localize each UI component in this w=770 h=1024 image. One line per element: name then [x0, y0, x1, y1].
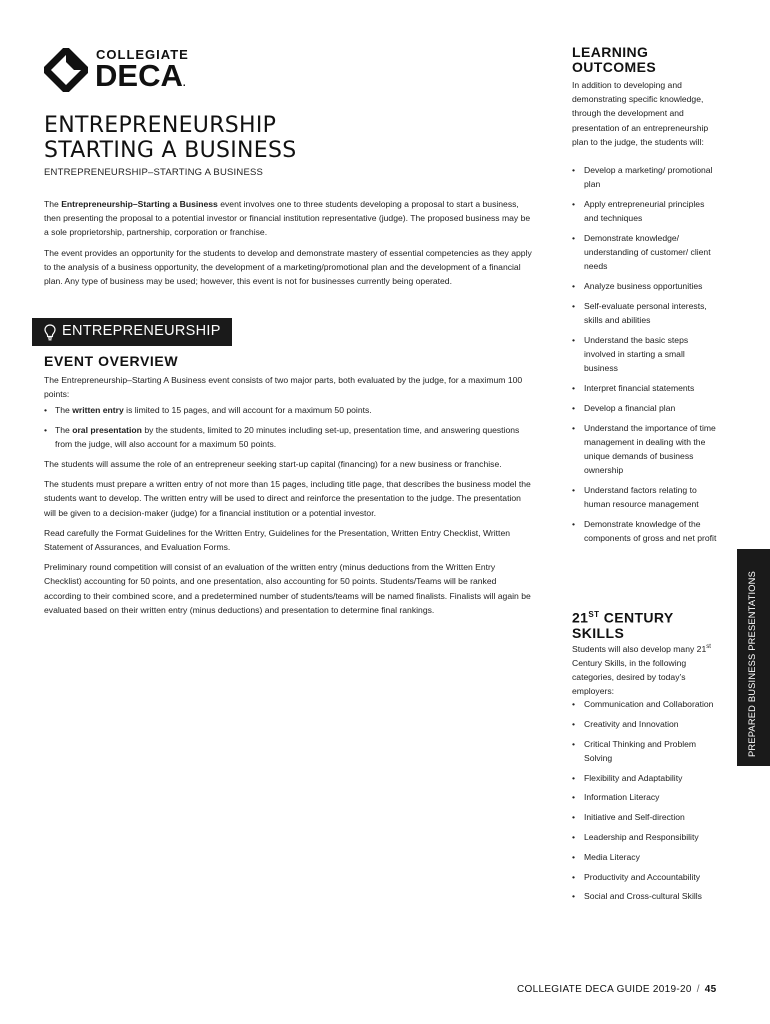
intro-paragraph-1: The Entrepreneurship–Starting a Business event involves one to three students developing a proposal to start a business, then presenting the proposal to a potential investor or financial institution representative (judge). The proposed business may be a sole proprietorship, partnership, corporation or franchise. — [44, 199, 531, 238]
list-item: • Develop a financial plan — [572, 401, 717, 415]
deca-diamond-icon — [44, 48, 88, 92]
title-line-1: ENTREPRENEURSHIP — [44, 113, 277, 138]
list-item: • Critical Thinking and Problem Solving — [572, 737, 717, 765]
century-skills-heading: 21ST CENTURY SKILLS — [572, 609, 674, 641]
overview-bullet-written: • The written entry is limited to 15 pages, and will account for a maximum 50 points. — [44, 403, 532, 417]
footer-guide-title: COLLEGIATE DECA GUIDE 2019-20 — [517, 984, 692, 995]
collegiate-deca-logo — [44, 44, 224, 94]
overview-bullets — [44, 403, 532, 451]
event-overview-section — [44, 373, 532, 623]
page-number: 45 — [704, 984, 717, 995]
intro-section — [44, 197, 532, 294]
page-title — [44, 113, 297, 163]
century-skills-list — [572, 697, 717, 909]
learning-outcomes-list — [572, 163, 717, 551]
list-item: • Initiative and Self-direction — [572, 810, 717, 824]
overview-paragraph-2: The students will assume the role of an entrepreneur seeking start-up capital (financing) for a new business or franchise. — [44, 459, 502, 470]
logo-collegiate-text: COLLEGIATE — [96, 47, 189, 62]
section-side-tab — [737, 549, 770, 766]
event-overview-heading: EVENT OVERVIEW — [44, 353, 179, 369]
list-item: • Understand factors relating to human resource management — [572, 483, 717, 511]
list-item: • Apply entrepreneurial principles and techniques — [572, 197, 717, 225]
category-band — [32, 318, 232, 346]
list-item: • Interpret financial statements — [572, 381, 717, 395]
side-tab-label: PREPARED BUSINESS PRESENTATIONS — [747, 571, 757, 757]
list-item: • Understand the importance of time management in dealing with the unique demands of business ownership — [572, 421, 717, 478]
list-item: • Understand the basic steps involved in starting a small business — [572, 333, 717, 376]
overview-paragraph-5: Preliminary round competition will consist of an evaluation of the written entry (minus deductions from the Written Entry Checklist) accounting for 50 points, and one presentation, also accounting for 50 points. Students/Teams will be ranked according to their combined score, and a predetermined number of students/teams will be named finalists. Finalists will again be evaluated based on their written entry (minus deductions) and presentation to determine final rankings. — [44, 562, 531, 615]
list-item: • Analyze business opportunities — [572, 279, 717, 293]
logo-deca-text: DECA. — [95, 58, 186, 93]
title-line-2: STARTING A BUSINESS — [44, 138, 297, 163]
footer-separator: / — [696, 984, 700, 995]
century-skills-intro: Students will also develop many 21st Century Skills, in the following categories, desired by today’s employers: — [572, 643, 711, 697]
list-item: • Media Literacy — [572, 850, 717, 864]
learning-outcomes-heading: LEARNING OUTCOMES — [572, 44, 657, 75]
list-item: • Creativity and Innovation — [572, 717, 717, 731]
overview-paragraph-4: Read carefully the Format Guidelines for the Written Entry, Guidelines for the Presentation, Written Entry Checklist, Written Statement of Assurances, and Evaluation Forms. — [44, 527, 511, 553]
intro-paragraph-2: The event provides an opportunity for the students to develop and demonstrate mastery of essential competencies as they apply to the analysis of a business opportunity, the development of a marketing/promotional plan and the development of a financial plan. Any type of business may be used; however, this event is not for businesses currently being operated. — [44, 247, 532, 287]
overview-paragraph-3: The students must prepare a written entry of not more than 15 pages, including title page, that describes the business model the students want to develop. The written entry will be used to direct and reinforce the presentation to the judge. The presentation will be given to a decision-maker (judge) for a financial institution or a potential investor. — [44, 479, 531, 518]
list-item: • Communication and Collaboration — [572, 697, 717, 711]
list-item: • Leadership and Responsibility — [572, 830, 717, 844]
list-item: • Develop a marketing/ promotional plan — [572, 163, 717, 191]
list-item: • Demonstrate knowledge/ understanding of customer/ client needs — [572, 231, 717, 274]
page-footer — [517, 984, 717, 995]
learning-outcomes-intro: In addition to developing and demonstrating specific knowledge, through the development and presentation of an entrepreneurship plan to the judge, the students will: — [572, 80, 709, 147]
list-item: • Productivity and Accountability — [572, 870, 717, 884]
list-item: • Flexibility and Adaptability — [572, 771, 717, 785]
list-item: • Demonstrate knowledge of the components of gross and net profit — [572, 517, 717, 545]
overview-bullet-oral: • The oral presentation by the students, limited to 20 minutes including set-up, presentation time, and answering questions from the judge, will also account for a maximum 50 points. — [44, 423, 532, 451]
page-subtitle: ENTREPRENEURSHIP–STARTING A BUSINESS — [44, 167, 264, 178]
list-item: • Self-evaluate personal interests, skills and abilities — [572, 299, 717, 327]
band-label: ENTREPRENEURSHIP — [62, 323, 221, 339]
list-item: • Social and Cross-cultural Skills — [572, 889, 717, 903]
overview-paragraph-1: The Entrepreneurship–Starting A Business event consists of two major parts, both evaluated by the judge, for a maximum 100 points: — [44, 375, 523, 400]
list-item: • Information Literacy — [572, 790, 717, 804]
lightbulb-icon — [44, 324, 56, 341]
